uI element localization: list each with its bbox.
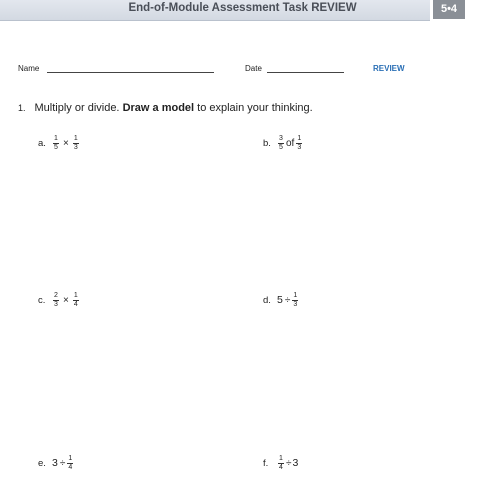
page-title: End-of-Module Assessment Task REVIEW bbox=[128, 2, 357, 14]
question-number: 1. bbox=[18, 103, 26, 113]
module-badge: 5•4 bbox=[433, 0, 465, 19]
numerator: 1 bbox=[297, 134, 302, 142]
numerator: 1 bbox=[279, 454, 283, 462]
name-label: Name bbox=[18, 64, 40, 73]
date-label: Date bbox=[245, 64, 262, 73]
problem-letter: c. bbox=[38, 294, 46, 306]
numerator: 1 bbox=[54, 134, 58, 142]
numerator: 1 bbox=[293, 291, 298, 299]
denominator: 5 bbox=[279, 143, 283, 151]
denominator: 3 bbox=[297, 143, 302, 151]
operator: ÷ bbox=[284, 294, 291, 306]
numerator: 1 bbox=[68, 454, 73, 462]
problem-a bbox=[38, 131, 80, 155]
numerator: 2 bbox=[54, 291, 58, 299]
denominator: 4 bbox=[73, 300, 78, 308]
question-prompt bbox=[18, 102, 313, 114]
problem-f bbox=[263, 451, 299, 475]
question-text-post: to explain your thinking. bbox=[194, 102, 313, 114]
problem-d bbox=[263, 288, 299, 312]
question-text-bold: Draw a model bbox=[122, 102, 195, 114]
problem-e bbox=[38, 451, 74, 475]
fraction bbox=[278, 455, 284, 472]
denominator: 3 bbox=[54, 300, 58, 308]
denominator: 3 bbox=[73, 143, 78, 151]
problem-letter: f. bbox=[263, 457, 269, 469]
fraction bbox=[292, 292, 298, 309]
fraction bbox=[67, 455, 73, 472]
numerator: 3 bbox=[279, 134, 283, 142]
problem-c bbox=[38, 288, 80, 312]
name-line bbox=[47, 72, 214, 73]
review-label: REVIEW bbox=[373, 64, 405, 73]
denominator: 4 bbox=[68, 463, 73, 471]
problem-b bbox=[263, 131, 303, 155]
operator: × bbox=[63, 137, 69, 149]
denominator: 5 bbox=[54, 143, 58, 151]
problem-letter: a. bbox=[38, 137, 46, 149]
operator: ÷ bbox=[286, 457, 292, 469]
date-line bbox=[267, 72, 344, 73]
numerator: 1 bbox=[73, 134, 78, 142]
fraction bbox=[296, 135, 302, 152]
problem-letter: d. bbox=[263, 294, 271, 306]
problem-letter: e. bbox=[38, 457, 46, 469]
fraction bbox=[53, 135, 59, 152]
fraction bbox=[278, 135, 284, 152]
fraction bbox=[73, 292, 79, 309]
fraction bbox=[73, 135, 79, 152]
denominator: 3 bbox=[293, 300, 298, 308]
problem-letter: b. bbox=[263, 137, 271, 149]
question-text-pre: Multiply or divide. bbox=[34, 102, 123, 114]
operator: ÷ bbox=[59, 457, 66, 469]
numerator: 1 bbox=[73, 291, 78, 299]
fraction bbox=[53, 292, 59, 309]
denominator: 4 bbox=[279, 463, 283, 471]
whole-number: 3 bbox=[52, 457, 58, 469]
operator: × bbox=[63, 294, 69, 306]
operator: of bbox=[286, 137, 295, 149]
whole-number: 3 bbox=[292, 457, 299, 469]
whole-number: 5 bbox=[277, 294, 283, 306]
